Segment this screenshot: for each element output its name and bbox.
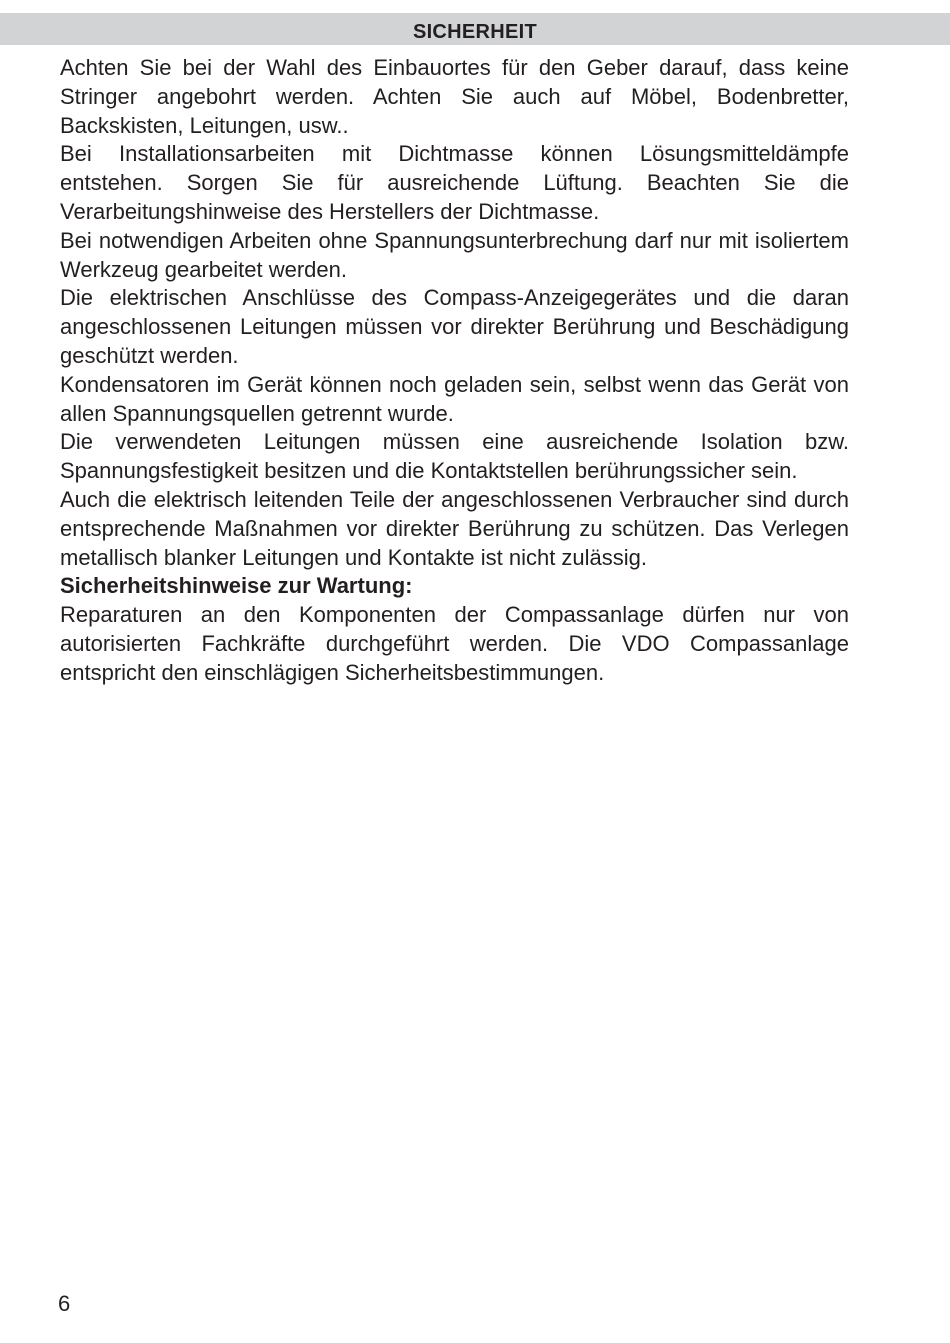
paragraph-live-work: Bei notwendigen Arbeiten ohne Spannungsunterbrechung darf nur mit isoliertem Werkzeug gearbeitet werden. [60,227,849,282]
paragraph-capacitors: Kondensatoren im Gerät können noch geladen sein, selbst wenn das Gerät von allen Spannungsquellen getrennt wurde. [60,371,849,426]
paragraph-electrical-connections: Die elektrischen Anschlüsse des Compass-Anzeigegerätes und die daran angeschlossenen Leitungen müssen vor direkter Berührung und Beschädigung geschützt werden. [60,285,849,368]
paragraph-cable-insulation: Die verwendeten Leitungen müssen eine ausreichende Isolation bzw. Spannungsfestigkeit besitzen und die Kontaktstellen berührungssicher sein. [60,429,849,484]
maintenance-heading: Sicherheitshinweise zur Wartung: [60,573,413,599]
document-body [60,54,849,688]
section-title: SICHERHEIT [412,21,538,43]
paragraph-conductive-parts: Auch die elektrisch leitenden Teile der angeschlossenen Verbraucher sind durch entsprechende Maßnahmen vor direkter Berührung zu schützen. Das Verlegen metallisch blanker Leitungen und Kontakte ist nicht zulässig. [60,486,849,570]
page-number: 6 [58,1291,71,1316]
paragraph-sealant: Bei Installationsarbeiten mit Dichtmasse können Lösungsmitteldämpfe entstehen. Sorgen Sie für ausreichende Lüftung. Beachten Sie die Verarbeitungshinweise des Herstellers der Dichtmasse. [60,141,849,224]
maintenance-paragraph: Reparaturen an den Komponenten der Compassanlage dürfen nur von autorisierten Fachkräfte durchgeführt werden. Die VDO Compassanlage entspricht den einschlägigen Sicherheitsbestimmungen. [60,602,849,685]
paragraph-mounting-location: Achten Sie bei der Wahl des Einbauortes für den Geber darauf, dass keine Stringer angebohrt werden. Achten Sie auch auf Möbel, Bodenbretter, Backskisten, Leitungen, usw.. [60,55,849,138]
